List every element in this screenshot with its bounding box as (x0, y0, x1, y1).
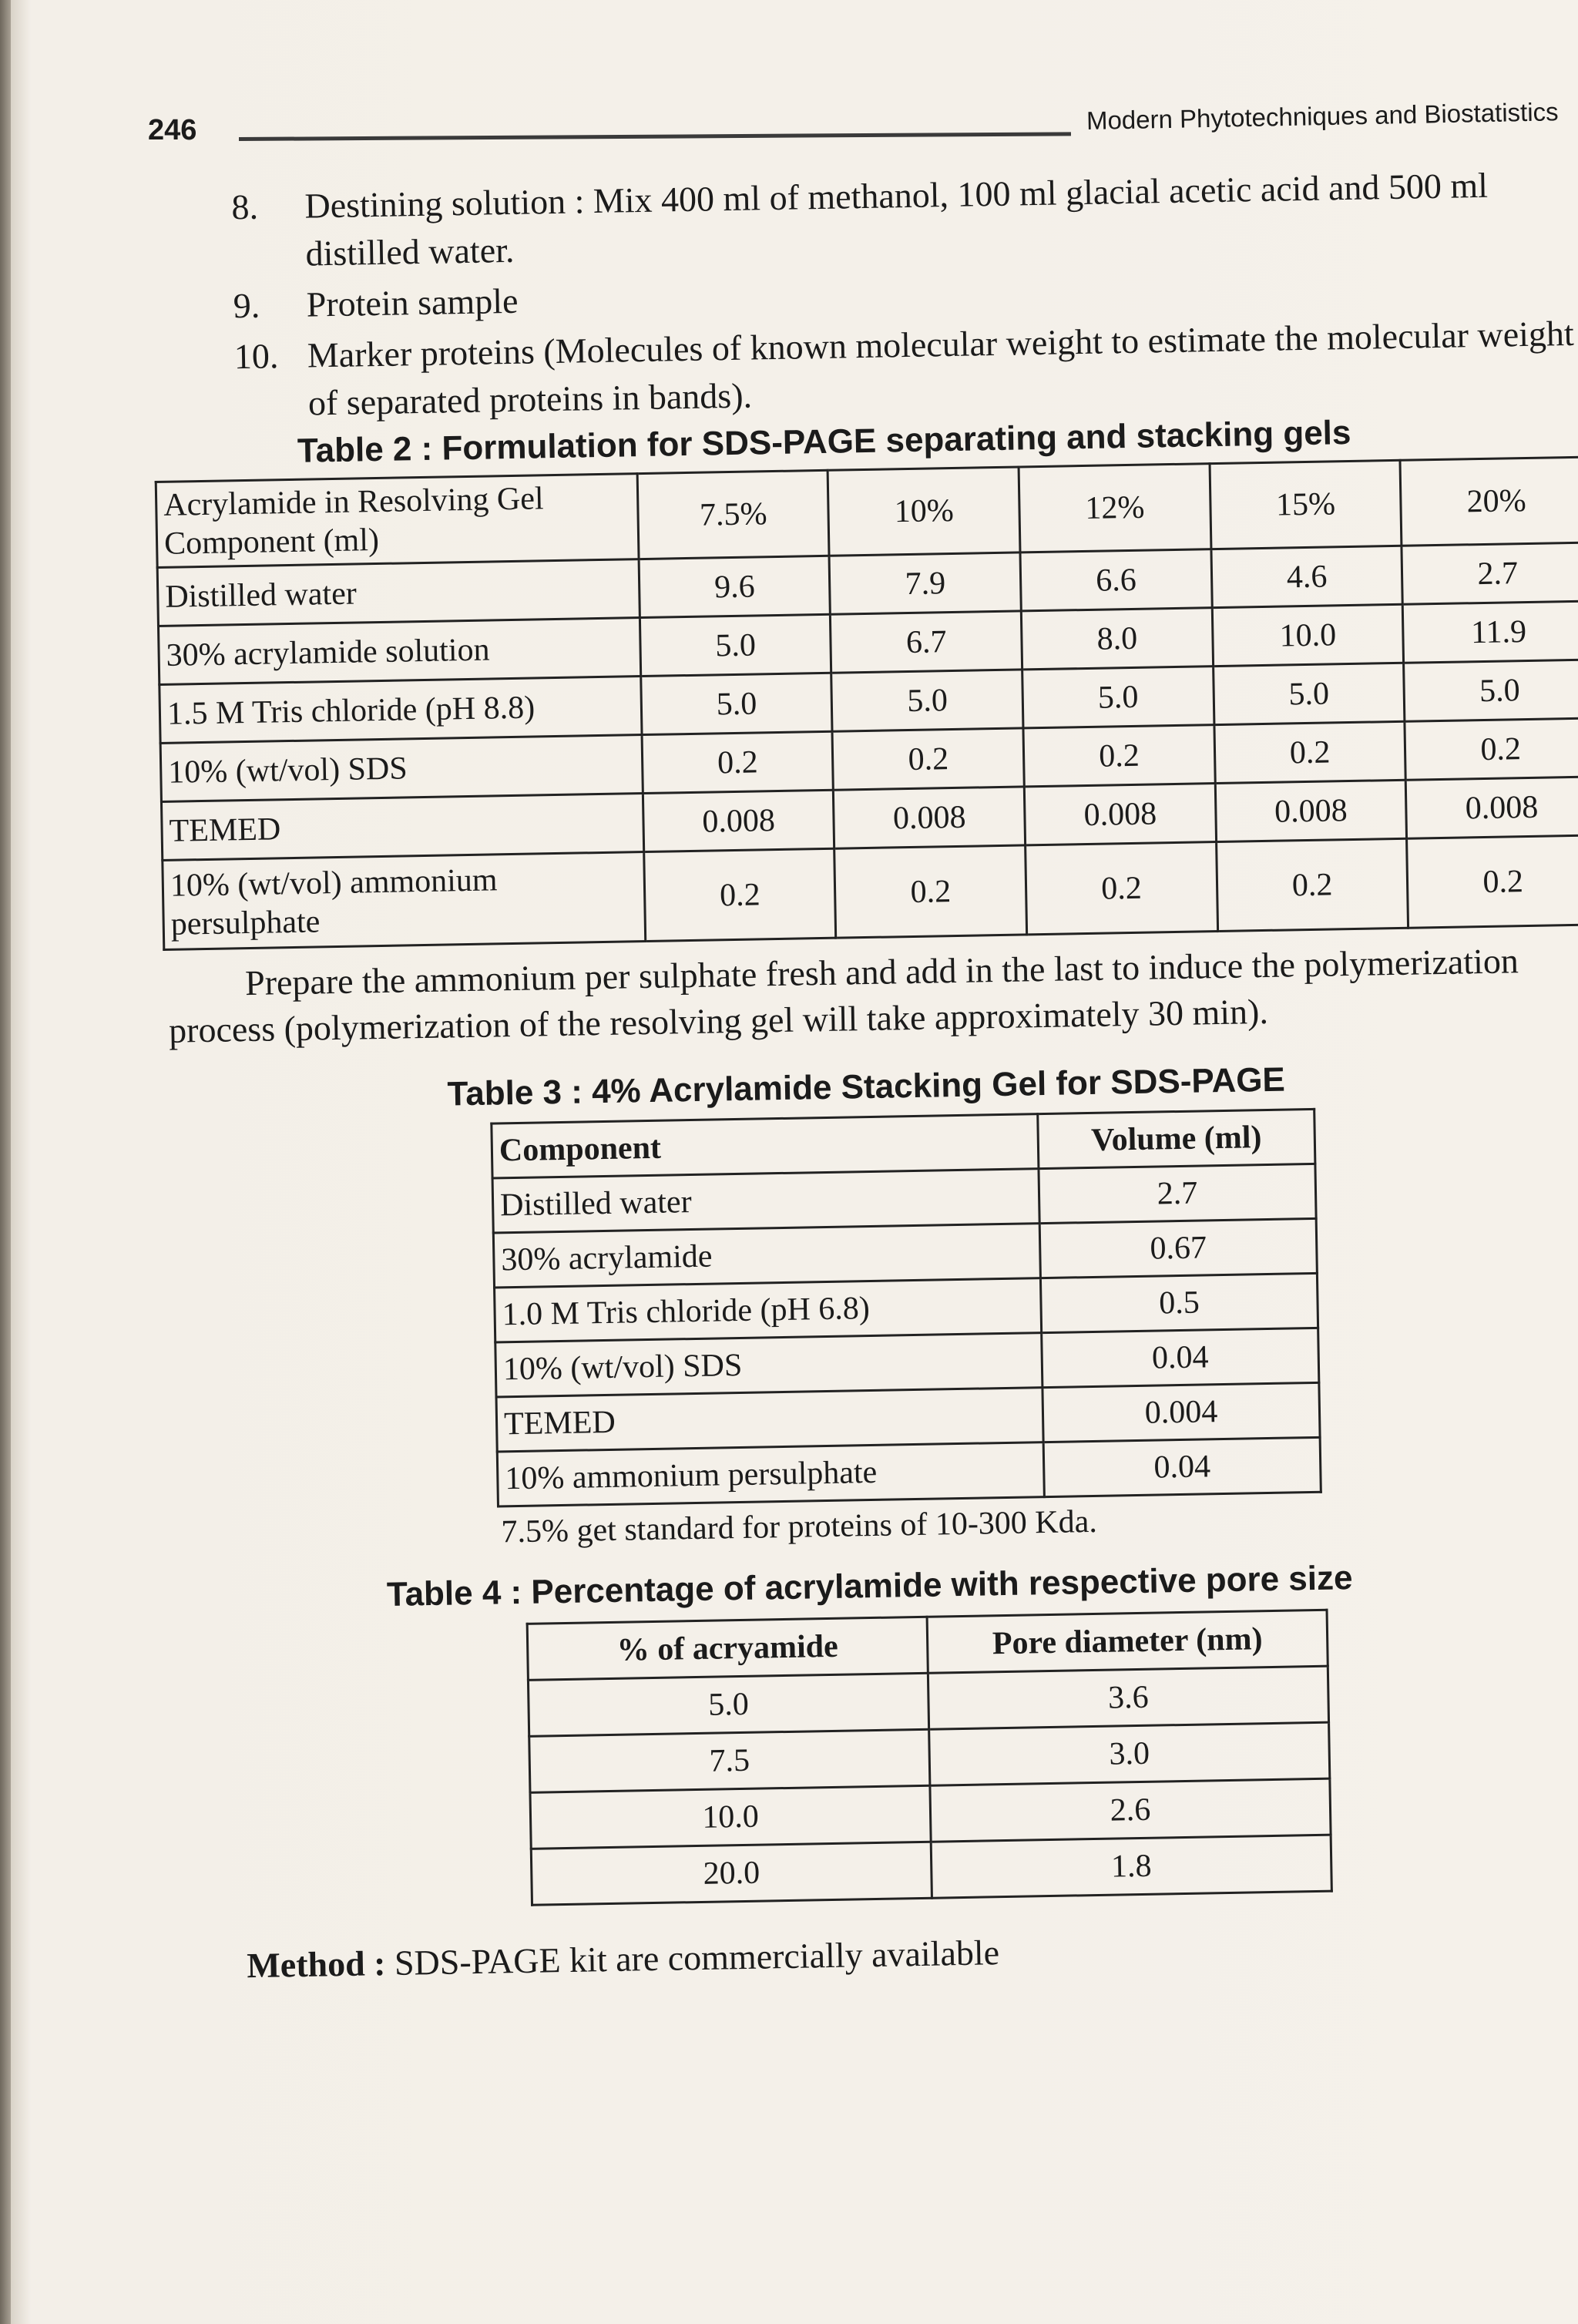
list-item-text: Marker proteins (Molecules of known molecular weight to estimate the molecular weight of separated proteins in bands). (307, 313, 1575, 423)
table-header-cell: 12% (1019, 464, 1211, 552)
table-cell: 10% ammonium persulphate (497, 1442, 1044, 1506)
table-cell: 0.2 (644, 848, 837, 941)
list-item-number: 8. (231, 186, 259, 227)
table-cell: 0.04 (1043, 1437, 1321, 1496)
page-content (154, 160, 1578, 1987)
table-header-cell: 7.5% (637, 470, 830, 559)
table-cell: 0.67 (1039, 1218, 1317, 1278)
table-cell: 1.0 M Tris chloride (pH 6.8) (495, 1278, 1042, 1342)
body-paragraph: Prepare the ammonium per sulphate fresh and add in the last to induce the polymerization process (polymerization of the resolving gel will take approximately 30 min). (168, 941, 1519, 1050)
method-text: SDS-PAGE kit are commercially available (394, 1933, 1000, 1983)
table-cell: 5.0 (1213, 663, 1405, 724)
table-cell: 0.2 (642, 731, 834, 793)
table-cell: 10% (wt/vol) ammonium persulphate (163, 852, 646, 950)
book-spine-shadow (0, 0, 11, 2324)
table-cell: 1.8 (931, 1835, 1331, 1898)
table-cell: 2.7 (1402, 542, 1578, 604)
table-cell: 5.0 (1404, 660, 1578, 721)
table-cell: 20.0 (531, 1842, 932, 1905)
table-cell: 10% (wt/vol) SDS (160, 735, 643, 802)
table-cell: 0.2 (1407, 835, 1578, 928)
table2-caption: Table 2 : Formulation for SDS-PAGE separating and stacking gels (297, 413, 1351, 470)
list-item-number: 10. (233, 336, 279, 377)
table-cell: Distilled water (157, 559, 640, 626)
table-cell: 10% (wt/vol) SDS (495, 1333, 1042, 1397)
method-line (247, 1921, 1578, 1986)
table-cell: 0.004 (1042, 1382, 1320, 1442)
table-cell: 10.0 (530, 1785, 931, 1849)
table-cell: 30% acrylamide (493, 1224, 1040, 1288)
table3-note: 7.5% get standard for proteins of 10-300 Kda. (501, 1503, 1098, 1550)
table-header-cell: Acrylamide in Resolving Gel Component (ml) (156, 474, 639, 568)
table-cell: TEMED (161, 794, 643, 861)
table-cell: 0.008 (1215, 780, 1407, 841)
table-cell: 5.0 (528, 1673, 928, 1736)
running-header-title: Modern Phytotechniques and Biostatistics (1086, 97, 1559, 135)
table-header-cell: 10% (828, 467, 1021, 556)
table-cell: TEMED (496, 1388, 1043, 1452)
page-number: 246 (148, 114, 197, 146)
table-cell: 11.9 (1403, 601, 1578, 663)
list-item-text: Protein sample (306, 280, 519, 324)
table-cell: 0.008 (1024, 784, 1216, 845)
table-cell: 4.6 (1211, 546, 1403, 607)
table-header-cell: Volume (ml) (1038, 1109, 1315, 1168)
table-header-cell: 20% (1400, 457, 1578, 546)
table-cell: 7.9 (829, 552, 1021, 614)
table-cell: 6.7 (831, 611, 1022, 673)
table-cell: 0.008 (834, 787, 1026, 848)
table-cell: 2.6 (930, 1778, 1331, 1842)
table-header-cell: Component (492, 1114, 1039, 1178)
table-cell: 10.0 (1212, 604, 1404, 666)
table3-caption: Table 3 : 4% Acrylamide Stacking Gel for SDS-PAGE (447, 1060, 1286, 1113)
table-cell: Distilled water (492, 1169, 1039, 1233)
table-cell: 0.2 (1026, 842, 1218, 935)
table-cell: 0.008 (643, 790, 834, 851)
table4-pore-size (526, 1609, 1333, 1906)
table-cell: 8.0 (1021, 608, 1213, 670)
method-label: Method : (246, 1943, 386, 1986)
table-cell: 2.7 (1039, 1164, 1316, 1223)
table-cell: 0.2 (834, 845, 1027, 938)
table-cell: 0.2 (1216, 838, 1408, 931)
table-cell: 9.6 (639, 556, 831, 617)
table-cell: 3.6 (928, 1666, 1328, 1729)
table3-stacking-gel (490, 1108, 1322, 1508)
table-cell: 5.0 (831, 670, 1023, 731)
table-cell: 0.2 (832, 728, 1024, 790)
header-rule (239, 132, 1071, 141)
table-cell: 0.2 (1214, 721, 1406, 783)
table-cell: 3.0 (929, 1722, 1330, 1785)
table-cell: 0.2 (1023, 725, 1215, 787)
table-cell: 7.5 (529, 1729, 930, 1792)
table-cell: 1.5 M Tris chloride (pH 8.8) (159, 677, 642, 744)
table-cell: 0.2 (1405, 718, 1578, 780)
table-cell: 5.0 (1022, 667, 1214, 728)
table2-gel-formulation (155, 455, 1578, 950)
table-cell: 0.5 (1040, 1273, 1318, 1332)
table-header-cell: % of acryamide (527, 1617, 928, 1680)
table-cell: 5.0 (641, 673, 833, 734)
table-cell: 0.008 (1406, 777, 1578, 838)
list-item-text: Destining solution : Mix 400 ml of methanol, 100 ml glacial acetic acid and 500 ml distilled water. (304, 165, 1489, 274)
table-cell: 6.6 (1020, 549, 1212, 611)
table-cell: 5.0 (640, 614, 831, 676)
table-header-cell: Pore diameter (nm) (927, 1610, 1328, 1673)
table-cell: 0.04 (1042, 1328, 1319, 1387)
list-item-number: 9. (233, 285, 260, 326)
table4-caption: Table 4 : Percentage of acrylamide with respective pore size (386, 1559, 1353, 1614)
table-cell: 30% acrylamide solution (158, 618, 640, 685)
table-header-cell: 15% (1210, 460, 1402, 549)
